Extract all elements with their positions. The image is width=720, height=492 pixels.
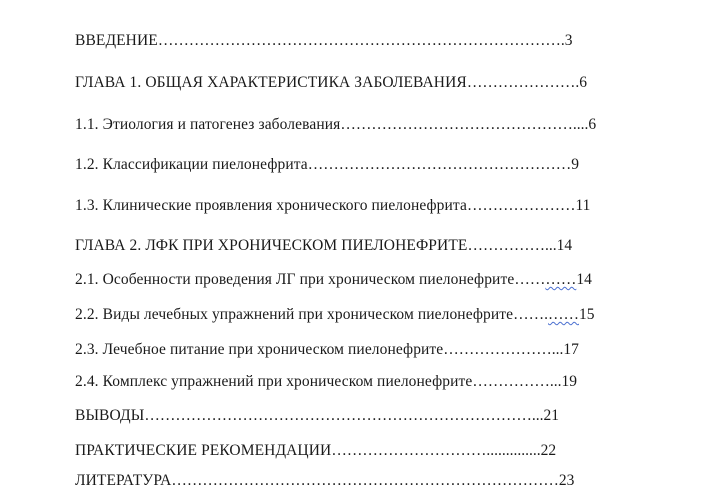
toc-entry-title: ВВЕДЕНИЕ	[75, 32, 158, 49]
toc-entry-title: ЛИТЕРАТУРА	[75, 472, 172, 489]
toc-leader-dots: …………………………..............	[331, 442, 541, 459]
toc-entry-title: 2.2. Виды лечебных упражнений при хроническом пиелонефрите	[75, 306, 514, 323]
toc-entry-chapter-2[interactable]	[75, 235, 707, 257]
toc-entry-title: ГЛАВА 1. ОБЩАЯ ХАРАКТЕРИСТИКА ЗАБОЛЕВАНИЯ	[75, 74, 467, 91]
toc-entry-1-1[interactable]	[75, 114, 707, 136]
toc-leader-dots: ……………...	[472, 373, 562, 390]
spellcheck-underlined-leader: ……	[545, 271, 577, 288]
toc-entry-2-1[interactable]	[75, 269, 707, 291]
toc-page-number: 19	[561, 373, 577, 390]
toc-entry-title: ГЛАВА 2. ЛФК ПРИ ХРОНИЧЕСКОМ ПИЕЛОНЕФРИТЕ	[75, 237, 468, 254]
toc-page-number: .6	[575, 74, 587, 91]
toc-entry-2-4[interactable]	[75, 371, 707, 393]
toc-entry-title: 2.4. Комплекс упражнений при хроническом пиелонефрите	[75, 373, 473, 390]
toc-entry-introduction[interactable]	[75, 30, 707, 52]
toc-leader-dots: ……………………………………………………………………	[157, 32, 561, 49]
toc-page-number: 11	[575, 197, 591, 214]
toc-entry-1-2[interactable]	[75, 154, 707, 176]
toc-entry-title: ПРАКТИЧЕСКИЕ РЕКОМЕНДАЦИИ	[75, 442, 332, 459]
toc-entry-title: 1.2. Классификации пиелонефрита	[75, 156, 308, 173]
toc-leader-dots: …………………………………………………………………	[171, 472, 559, 489]
toc-leader-dots: ……………...	[467, 237, 557, 254]
toc-leader-dots: …………………	[466, 197, 576, 214]
toc-page-number: 23	[558, 472, 575, 489]
spellcheck-underlined-leader: ……	[548, 306, 579, 323]
toc-entry-title: 1.3. Клинические проявления хронического пиелонефрита	[75, 197, 467, 214]
toc-entry-chapter-1[interactable]	[75, 72, 707, 94]
toc-entry-1-3[interactable]	[75, 195, 707, 217]
toc-page-number: 14	[556, 237, 573, 254]
toc-page-number: .3	[560, 32, 573, 49]
toc-leader-dots: ……………………………………………	[307, 156, 572, 173]
toc-page-number: 14	[576, 271, 592, 288]
toc-page-number: 21	[543, 407, 559, 424]
toc-entry-literature[interactable]	[75, 470, 707, 492]
toc-entry-title: 2.1. Особенности проведения ЛГ при хроническом пиелонефрите	[75, 271, 515, 288]
toc-page-number: 15	[579, 306, 595, 323]
toc-leader-dots: …………………...	[443, 341, 564, 358]
toc-entry-title: 1.1. Этиология и патогенез заболевания	[75, 116, 341, 133]
toc-leader-dots: …………………	[466, 74, 576, 91]
toc-page-number: 9	[571, 156, 580, 173]
toc-page-number: 22	[540, 442, 557, 459]
toc-entry-2-2[interactable]	[75, 304, 707, 326]
toc-entry-title: ВЫВОДЫ	[75, 407, 145, 424]
toc-leader-dots: ……	[514, 271, 546, 288]
toc-entry-title: 2.3. Лечебное питание при хроническом пиелонефрите	[75, 341, 444, 358]
toc-entry-2-3[interactable]	[75, 339, 707, 361]
toc-leader-dots: …………………………………………………………………...	[144, 407, 544, 424]
toc-leader-dots: …….	[513, 306, 548, 323]
toc-entry-conclusions[interactable]	[75, 405, 707, 427]
toc-entry-recommendations[interactable]	[75, 440, 707, 462]
toc-page-number: 17	[563, 341, 579, 358]
toc-leader-dots: ………………………………………...	[340, 116, 585, 133]
toc-page-number: .6	[584, 116, 597, 133]
